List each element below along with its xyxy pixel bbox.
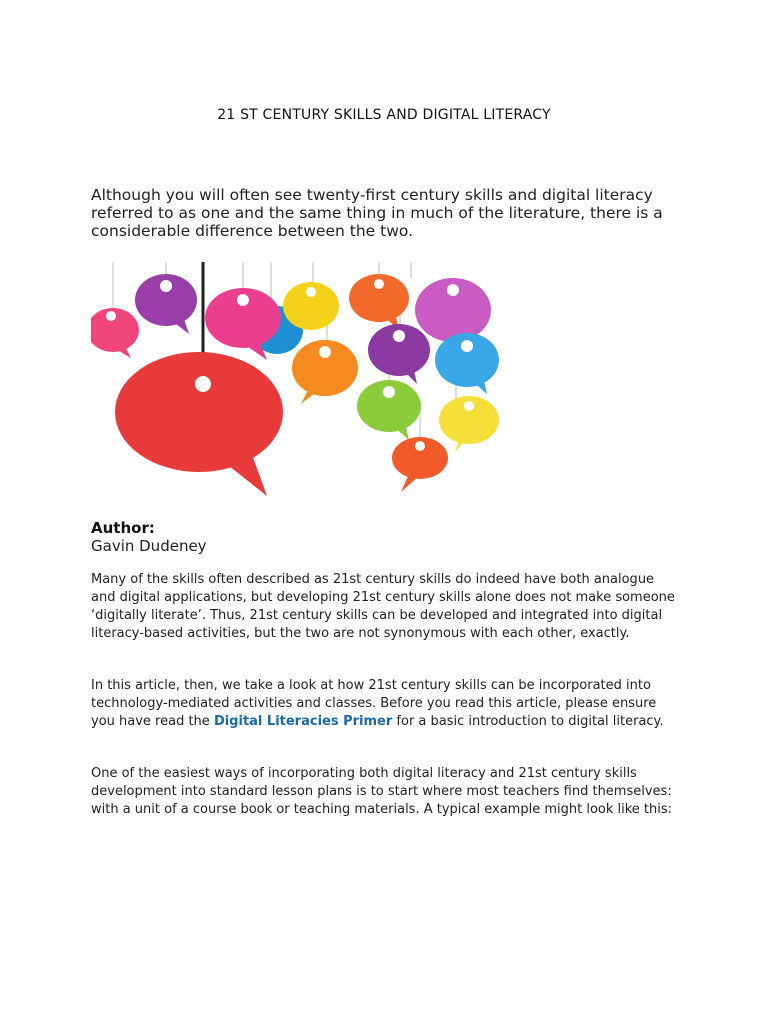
bubble-red-small: [392, 437, 448, 492]
bubble-red-large: [115, 352, 283, 496]
paragraph-2-text-after: for a basic introduction to digital literacy.: [392, 714, 664, 729]
paragraph-3: One of the easiest ways of incorporating both digital literacy and 21st century skills development into standard lesson plans is to start where most teachers find themselves: with a unit of a course book or teaching materials. A typical example might look like this:: [91, 766, 673, 817]
paragraph-1: Many of the skills often described as 21st century skills do indeed have both analogue and digital applications, but developing 21st century skills alone does not make someone ‘digitally literate’. Thus, 21st century skills can be developed and integrated into digital literacy-based activities, but the two are not synonymous with each other, exactly.: [91, 572, 675, 641]
digital-literacies-primer-link[interactable]: Digital Literacies Primer: [213, 714, 393, 729]
author-label: Author:: [91, 519, 155, 537]
bubble-sky: [435, 333, 499, 394]
speech-bubbles-illustration: [91, 262, 503, 498]
bubble-yellow-right: [439, 396, 499, 452]
bubble-violet-mid: [368, 324, 430, 384]
paragraph-2-text-before: In this article, then, we take a look at how 21st century skills can be incorporated into technology-mediated activities and classes. Before you read this article, please ensure you have read the: [91, 678, 657, 729]
paragraph-2: [91, 677, 681, 731]
bubble-pink-left: [91, 308, 139, 358]
bubble-orange-mid: [292, 340, 358, 404]
bubble-green: [357, 380, 421, 440]
page-title: 21 ST CENTURY SKILLS AND DIGITAL LITERACY: [217, 107, 551, 123]
bubble-yellow-top: [283, 282, 339, 330]
lead-paragraph: Although you will often see twenty-first century skills and digital literacy referred to as one and the same thing in much of the literature, there is a considerable difference between the two.: [91, 186, 663, 240]
author-name: Gavin Dudeney: [91, 537, 207, 555]
bubble-purple: [135, 274, 197, 334]
